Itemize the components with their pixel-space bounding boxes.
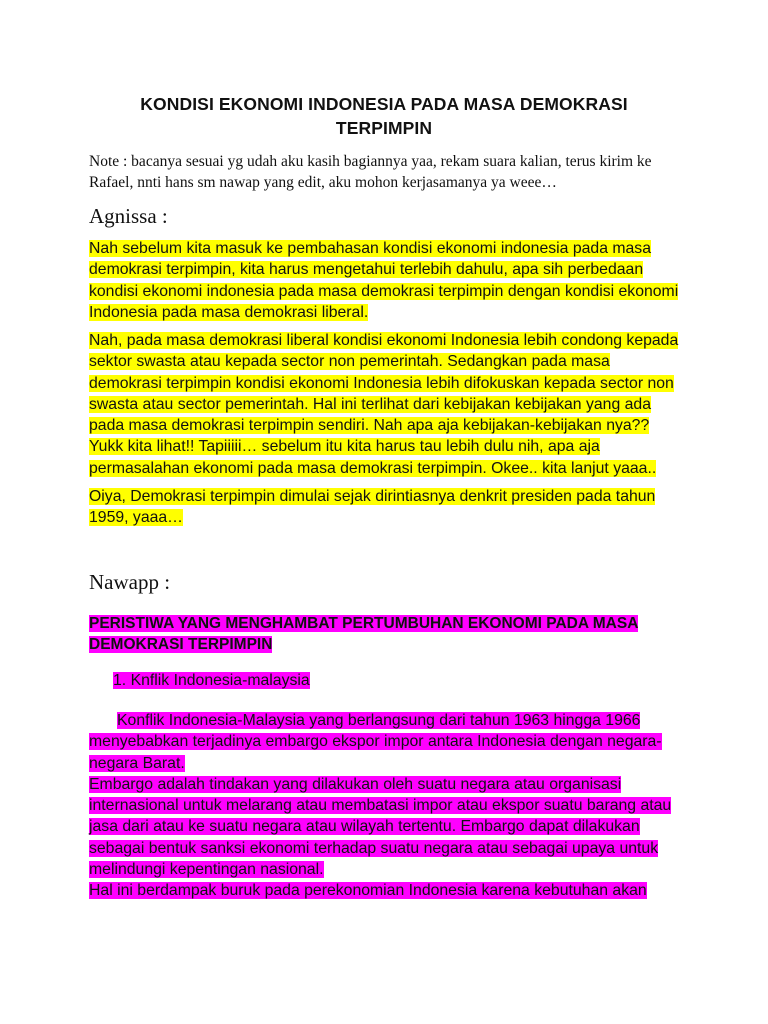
paragraph-2 [89,330,679,479]
paragraph-1 [89,238,679,323]
note-paragraph: Note : bacanya sesuai yg udah aku kasih bagiannya yaa, rekam suara kalian, terus kirim ke Rafael, nnti hans sm nawap yang edit, aku mohon kerjasamanya ya weee… [89,153,652,191]
section-heading [89,613,679,655]
highlighted-text: Konflik Indonesia-Malaysia yang berlangsung dari tahun 1963 hingga 1966 menyebabkan terjadinya embargo ekspor impor antara Indonesia dengan negara-negara Barat. [89,712,662,772]
highlighted-text: Nah sebelum kita masuk ke pembahasan kondisi ekonomi indonesia pada masa demokrasi terpimpin, kita harus mengetahui terlebih dahulu, apa sih perbedaan kondisi ekonomi indonesia pada masa demokrasi terpimpin dengan kondisi ekonomi Indonesia pada masa demokrasi liberal. [89,240,679,321]
speaker-label-nawapp: Nawapp : [89,570,171,594]
document-title: KONDISI EKONOMI INDONESIA PADA MASA DEMOKRASI TERPIMPIN [140,94,628,138]
highlighted-text: 1. Knflik Indonesia-malaysia [113,672,310,689]
paragraph-3 [89,486,679,529]
paragraph-4 [89,710,679,902]
speaker-label-agnissa: Agnissa : [89,204,168,228]
highlighted-text: Embargo adalah tindakan yang dilakukan oleh suatu negara atau organisasi internasional untuk melarang atau membatasi impor atau ekspor suatu barang atau jasa dari atau ke suatu negara atau wilayah tertentu. Embargo dapat dilakukan sebagai bentuk sanksi ekonomi terhadap suatu negara atau sebagai upaya untuk melindungi kepentingan nasional. [89,775,672,879]
highlighted-text: Nah, pada masa demokrasi liberal kondisi ekonomi Indonesia lebih condong kepada sektor swasta atau kepada sector non pemerintah. Sedangkan pada masa demokrasi terpimpin kondisi ekonomi Indonesia lebih difokuskan kepada sector non swasta atau sector pemerintah. Hal ini terlihat dari kebijakan kebijakan yang ada pada masa demokrasi terpimpin sendiri. Nah apa aja kebijakan-kebijakan nya?? Yukk kita lihat!! Tapiiiii… sebelum itu kita harus tau lebih dulu nih, apa aja permasalahan ekonomi pada masa demokrasi terpimpin. Okee.. kita lanjut yaaa.. [89,332,679,477]
highlighted-text: Oiya, Demokrasi terpimpin dimulai sejak dirintiasnya denkrit presiden pada tahun 1959, yaaa… [89,488,656,527]
highlighted-text: Hal ini berdampak buruk pada perekonomian Indonesia karena kebutuhan akan [89,882,647,900]
highlighted-text: PERISTIWA YANG MENGHAMBAT PERTUMBUHAN EKONOMI PADA MASA DEMOKRASI TERPIMPIN [89,615,639,653]
list-item-1 [113,670,613,691]
